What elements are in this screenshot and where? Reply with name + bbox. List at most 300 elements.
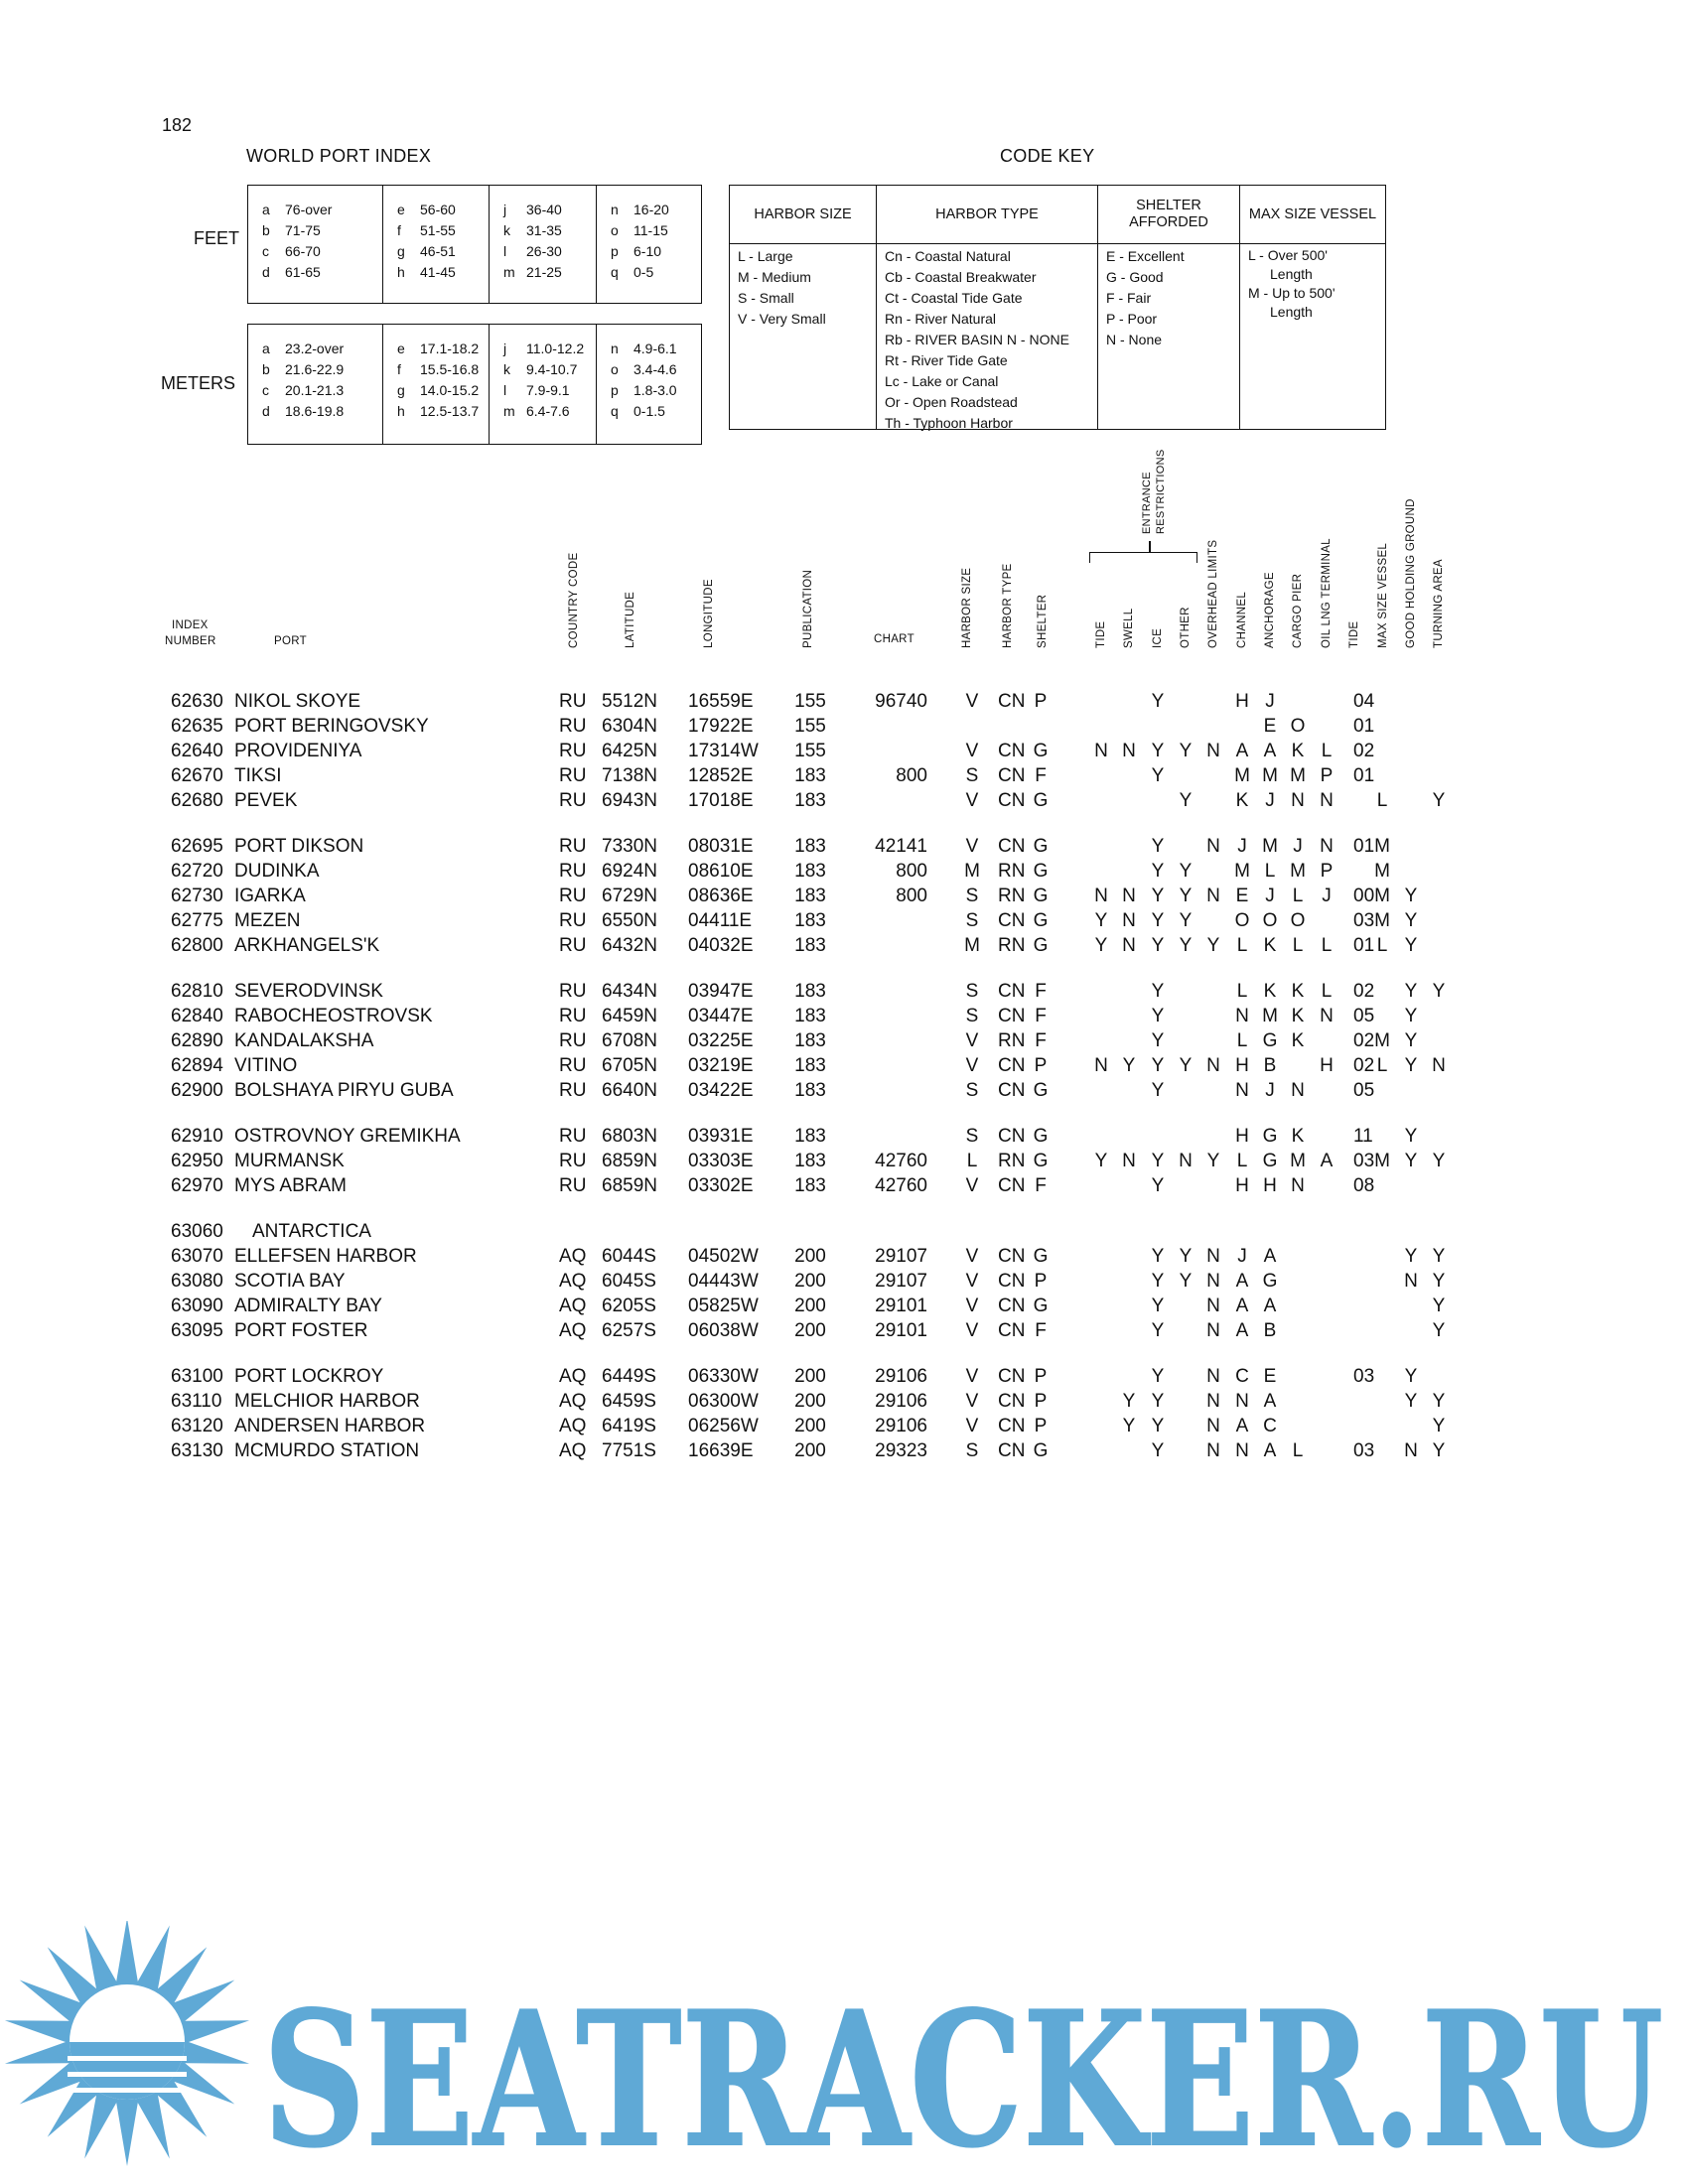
cell-ht: CN [998,765,1026,786]
cell-cc: AQ [559,1246,587,1267]
depth-range: 4.9-6.1 [633,341,677,356]
shelter-header [1098,186,1239,244]
cell-er-ice: Y [1151,1080,1165,1101]
cell-tide: 00 [1353,886,1375,906]
cell-hold: Y [1404,910,1418,931]
table-row [0,1296,1688,1320]
depth-code: o [611,222,619,238]
cell-id: 63090 [171,1296,223,1316]
cell-er-swell: N [1122,910,1136,931]
cell-mv: L [1376,1055,1388,1076]
header-index-2: NUMBER [165,635,216,647]
depth-range: 3.4-4.6 [633,361,677,377]
max-vessel-items [1240,244,1385,322]
table-row [0,1416,1688,1440]
cell-hold: Y [1404,1030,1418,1051]
meters-entry [262,359,382,380]
cell-lat: 7751S [602,1440,656,1461]
cell-ht: CN [998,1126,1026,1147]
cell-chart: 42141 [875,836,927,857]
max-vessel-header: MAX SIZE VESSEL [1240,186,1385,244]
cell-pub: 200 [794,1246,826,1267]
cell-chart: 29106 [875,1416,927,1436]
cell-mv: M [1374,886,1390,906]
cell-hs: S [965,1006,979,1026]
cell-pier: O [1290,716,1306,737]
watermark-text: SEATRACKER.RU [263,1971,1663,2184]
cell-pub: 200 [794,1296,826,1316]
cell-port: ADMIRALTY BAY [234,1296,382,1316]
cell-lat: 6943N [602,790,657,811]
code-key-item: P - Poor [1106,311,1158,327]
cell-hold: Y [1404,935,1418,956]
cell-hs: V [965,1296,979,1316]
depth-code: a [262,341,270,356]
table-row [0,1080,1688,1105]
shelter-header-line2: AFFORDED [1129,214,1208,230]
cell-cc: AQ [559,1271,587,1292]
cell-sh: F [1035,765,1047,786]
cell-pub: 183 [794,1055,826,1076]
cell-er-ice: Y [1151,1006,1165,1026]
cell-ht: CN [998,790,1026,811]
depth-range: 17.1-18.2 [420,341,480,356]
sun-wave-line [68,2088,187,2093]
cell-chan: A [1235,1296,1249,1316]
cell-er-other: Y [1179,741,1193,761]
cell-pub: 183 [794,1151,826,1171]
depth-range: 41-45 [420,264,456,280]
cell-anch: G [1262,1126,1278,1147]
table-row [0,935,1688,960]
cell-chan: H [1235,1055,1249,1076]
cell-anch: A [1263,1296,1277,1316]
cell-anch: K [1263,935,1277,956]
feet-entry [397,241,489,262]
cell-anch: M [1262,1006,1278,1026]
cell-sh: P [1034,691,1048,712]
code-key-table [729,185,1386,430]
cell-tide: 01 [1353,716,1375,737]
cell-turn: Y [1432,1271,1446,1292]
cell-hs: S [965,886,979,906]
cell-pub: 200 [794,1320,826,1341]
cell-lat: 6045S [602,1271,656,1292]
cell-pub: 183 [794,1175,826,1196]
header-cargo-pier: CARGO PIER [1292,573,1304,648]
cell-port: ELLEFSEN HARBOR [234,1246,417,1267]
cell-er-swell: N [1122,1151,1136,1171]
cell-pier: M [1290,765,1306,786]
cell-chan: N [1235,1440,1249,1461]
cell-port: MEZEN [234,910,301,931]
cell-anch: J [1265,691,1275,712]
table-row [0,910,1688,935]
cell-ht: CN [998,1175,1026,1196]
table-row [0,886,1688,910]
depth-code: d [262,264,270,280]
header-er-other: OTHER [1180,607,1192,648]
cell-sh: G [1033,1126,1049,1147]
cell-hold: Y [1404,886,1418,906]
cell-tide: 05 [1353,1080,1375,1101]
cell-ht: CN [998,1246,1026,1267]
cell-lon: 03947E [688,981,754,1002]
shelter-items [1098,244,1239,350]
cell-pub: 183 [794,910,826,931]
meters-entry [611,339,701,359]
cell-id: 62950 [171,1151,223,1171]
cell-ovh: N [1206,886,1220,906]
header-er-tide: TIDE [1095,620,1107,648]
cell-port: DUDINKA [234,861,320,882]
cell-anch: E [1263,1366,1277,1387]
depth-code: j [503,202,507,217]
cell-cc: AQ [559,1440,587,1461]
cell-tide: 01 [1353,765,1375,786]
cell-lat: 7330N [602,836,657,857]
cell-chan: L [1236,981,1248,1002]
depth-code: m [503,403,515,419]
cell-er-swell: Y [1122,1416,1136,1436]
meters-label: METERS [161,373,236,393]
depth-code: e [397,341,405,356]
header-longitude: LONGITUDE [703,579,715,648]
cell-sh: G [1033,861,1049,882]
cell-lon: 08636E [688,886,754,906]
cell-chan: K [1235,790,1249,811]
cell-mv: M [1374,836,1390,857]
cell-port: ANTARCTICA [252,1221,371,1242]
cell-chart: 29107 [875,1271,927,1292]
feet-depth-table [247,185,702,304]
depth-code: g [397,382,405,398]
table-row [0,981,1688,1006]
cell-chan: C [1235,1366,1249,1387]
cell-port: KANDALAKSHA [234,1030,374,1051]
code-key-item: Cb - Coastal Breakwater [885,269,1037,285]
cell-cc: RU [559,741,587,761]
cell-chart: 29101 [875,1320,927,1341]
cell-pier: O [1290,910,1306,931]
header-entrance-2: RESTRICTIONS [1155,449,1167,534]
cell-ovh: N [1206,741,1220,761]
cell-turn: Y [1432,790,1446,811]
cell-hs: V [965,1391,979,1412]
meters-col-4 [597,325,701,444]
feet-entry [503,241,596,262]
feet-label: FEET [194,228,240,248]
cell-ovh: N [1206,1296,1220,1316]
cell-tide: 01 [1353,836,1375,857]
header-tide: TIDE [1348,620,1360,648]
cell-chan: A [1235,1416,1249,1436]
depth-range: 61-65 [285,264,321,280]
cell-ht: CN [998,1366,1026,1387]
cell-cc: AQ [559,1366,587,1387]
cell-hs: M [964,935,980,956]
depth-range: 0-5 [633,264,654,280]
depth-range: 0-1.5 [633,403,665,419]
cell-sh: F [1035,1175,1047,1196]
cell-hs: M [964,861,980,882]
cell-hs: V [965,1055,979,1076]
harbor-type-col [877,186,1098,429]
cell-pub: 200 [794,1271,826,1292]
cell-er-other: Y [1179,861,1193,882]
cell-id: 62695 [171,836,223,857]
feet-entry [262,241,382,262]
table-row [0,1006,1688,1030]
cell-pub: 183 [794,1030,826,1051]
cell-port: ANDERSEN HARBOR [234,1416,426,1436]
cell-id: 62910 [171,1126,223,1147]
depth-range: 36-40 [526,202,562,217]
header-harbor-type: HARBOR TYPE [1002,563,1014,648]
code-key-item: Rn - River Natural [885,311,997,327]
cell-pub: 183 [794,1080,826,1101]
code-key-item: Cn - Coastal Natural [885,248,1011,264]
cell-port: IGARKA [234,886,306,906]
cell-lat: 6257S [602,1320,656,1341]
cell-er-ice: Y [1151,1391,1165,1412]
cell-sh: G [1033,1151,1049,1171]
cell-cc: RU [559,981,587,1002]
cell-lat: 6459N [602,1006,657,1026]
cell-er-ice: Y [1151,1320,1165,1341]
cell-cc: AQ [559,1416,587,1436]
code-key-item: Or - Open Roadstead [885,394,1018,410]
cell-anch: M [1262,836,1278,857]
cell-er-ice: Y [1151,935,1165,956]
depth-code: h [397,403,405,419]
cell-sh: G [1033,1296,1049,1316]
cell-ht: CN [998,981,1026,1002]
page-number: 182 [162,115,193,135]
cell-hold: Y [1404,1055,1418,1076]
seatracker-logo [0,1921,1688,2184]
cell-sh: G [1033,910,1049,931]
code-key-item: L - Over 500' [1248,247,1328,263]
cell-er-ice: Y [1151,765,1165,786]
cell-chart: 29107 [875,1246,927,1267]
cell-tide: 04 [1353,691,1375,712]
cell-tide: 02 [1353,981,1375,1002]
feet-entry [503,262,596,283]
table-row [0,1126,1688,1151]
cell-pub: 183 [794,981,826,1002]
table-row [0,1320,1688,1345]
cell-turn: Y [1432,981,1446,1002]
cell-cc: AQ [559,1296,587,1316]
cell-pub: 183 [794,886,826,906]
cell-tide: 11 [1353,1126,1373,1147]
meters-entry [397,359,489,380]
depth-range: 51-55 [420,222,456,238]
header-entrance-1: ENTRANCE [1141,472,1153,534]
cell-ht: RN [998,861,1026,882]
depth-range: 9.4-10.7 [526,361,578,377]
depth-range: 12.5-13.7 [420,403,480,419]
cell-lat: 6425N [602,741,657,761]
cell-port: VITINO [234,1055,298,1076]
cell-cc: AQ [559,1320,587,1341]
cell-er-other: Y [1179,886,1193,906]
cell-lon: 17314W [688,741,759,761]
cell-lat: 6705N [602,1055,657,1076]
cell-anch: E [1263,716,1277,737]
cell-lat: 6205S [602,1296,656,1316]
cell-id: 62670 [171,765,223,786]
cell-cc: RU [559,1080,587,1101]
cell-tide: 02 [1353,741,1375,761]
cell-chan: H [1235,691,1249,712]
cell-ht: CN [998,1440,1026,1461]
harbor-type-items [877,244,1097,434]
cell-ht: CN [998,1391,1026,1412]
cell-id: 62900 [171,1080,223,1101]
cell-er-tide: N [1094,1055,1108,1076]
meters-col-2 [383,325,490,444]
cell-lat: 6708N [602,1030,657,1051]
depth-range: 7.9-9.1 [526,382,570,398]
cell-ht: RN [998,1151,1026,1171]
cell-hold: Y [1404,1151,1418,1171]
cell-pub: 200 [794,1391,826,1412]
feet-entry [611,241,701,262]
cell-chan: N [1235,1391,1249,1412]
feet-entry [262,262,382,283]
meters-entry [503,359,596,380]
table-row [0,1271,1688,1296]
cell-oil: J [1322,886,1332,906]
cell-hs: V [965,1366,979,1387]
code-key-item: Rb - RIVER BASIN N - NONE [885,332,1069,347]
cell-lon: 06256W [688,1416,759,1436]
feet-col-3 [490,186,597,303]
depth-range: 46-51 [420,243,456,259]
cell-sh: P [1034,1416,1048,1436]
table-row [0,741,1688,765]
cell-id: 62775 [171,910,223,931]
cell-mv: M [1374,1030,1390,1051]
cell-sh: G [1033,741,1049,761]
code-key-item: Length [1270,266,1313,282]
cell-cc: RU [559,1151,587,1171]
cell-cc: RU [559,1126,587,1147]
cell-hs: S [965,1440,979,1461]
cell-lon: 08031E [688,836,754,857]
cell-lat: 6550N [602,910,657,931]
cell-er-ice: Y [1151,691,1165,712]
depth-code: p [611,243,619,259]
cell-lat: 6640N [602,1080,657,1101]
cell-ht: CN [998,1055,1026,1076]
cell-mv: L [1376,935,1388,956]
cell-ht: CN [998,836,1026,857]
harbor-size-header: HARBOR SIZE [730,186,876,244]
cell-id: 62680 [171,790,223,811]
cell-ovh: Y [1206,1151,1220,1171]
cell-pub: 183 [794,1126,826,1147]
cell-port: SEVERODVINSK [234,981,383,1002]
cell-cc: RU [559,1055,587,1076]
depth-range: 21-25 [526,264,562,280]
depth-code: e [397,202,405,217]
cell-port: PORT FOSTER [234,1320,368,1341]
cell-port: MELCHIOR HARBOR [234,1391,420,1412]
cell-er-ice: Y [1151,1246,1165,1267]
meters-entry [262,401,382,422]
cell-lat: 6304N [602,716,657,737]
meters-depth-table [247,324,702,445]
depth-code: h [397,264,405,280]
feet-col-2 [383,186,490,303]
cell-ht: RN [998,935,1026,956]
depth-code: p [611,382,619,398]
cell-port: PROVIDENIYA [234,741,362,761]
cell-lon: 03303E [688,1151,754,1171]
meters-entry [503,339,596,359]
cell-turn: N [1432,1055,1446,1076]
cell-port: MURMANSK [234,1151,345,1171]
depth-range: 6.4-7.6 [526,403,570,419]
cell-lat: 6432N [602,935,657,956]
cell-hs: V [965,691,979,712]
cell-port: OSTROVNOY GREMIKHA [234,1126,461,1147]
cell-sh: F [1035,1320,1047,1341]
cell-chan: H [1235,1175,1249,1196]
cell-port: PORT DIKSON [234,836,364,857]
cell-er-ice: Y [1151,981,1165,1002]
cell-lat: 6859N [602,1151,657,1171]
cell-sh: P [1034,1055,1048,1076]
cell-lon: 05825W [688,1296,759,1316]
header-holding-ground: GOOD HOLDING GROUND [1405,498,1417,648]
harbor-size-col [730,186,877,429]
header-overhead: OVERHEAD LIMITS [1207,539,1219,648]
cell-chart: 29101 [875,1296,927,1316]
cell-tide: 02 [1353,1030,1375,1051]
cell-lon: 16639E [688,1440,754,1461]
cell-er-swell: Y [1122,1055,1136,1076]
cell-anch: O [1262,910,1278,931]
cell-pier: K [1291,1030,1305,1051]
code-key-item: Th - Typhoon Harbor [885,415,1013,431]
cell-hold: Y [1404,1126,1418,1147]
cell-ovh: Y [1206,935,1220,956]
meters-entry [611,380,701,401]
cell-ht: RN [998,886,1026,906]
depth-range: 16-20 [633,202,669,217]
cell-port: MCMURDO STATION [234,1440,420,1461]
cell-hs: V [965,836,979,857]
depth-range: 20.1-21.3 [285,382,345,398]
depth-code: q [611,403,619,419]
cell-chan: A [1235,1271,1249,1292]
cell-hs: V [965,741,979,761]
meters-entry [262,380,382,401]
cell-er-swell: N [1122,741,1136,761]
cell-lon: 06038W [688,1320,759,1341]
table-row [0,716,1688,741]
header-max-vessel: MAX SIZE VESSEL [1377,542,1389,648]
cell-turn: Y [1432,1246,1446,1267]
harbor-type-header: HARBOR TYPE [877,186,1097,244]
cell-pier: N [1291,1080,1305,1101]
cell-turn: Y [1432,1151,1446,1171]
code-key-item: V - Very Small [738,311,826,327]
